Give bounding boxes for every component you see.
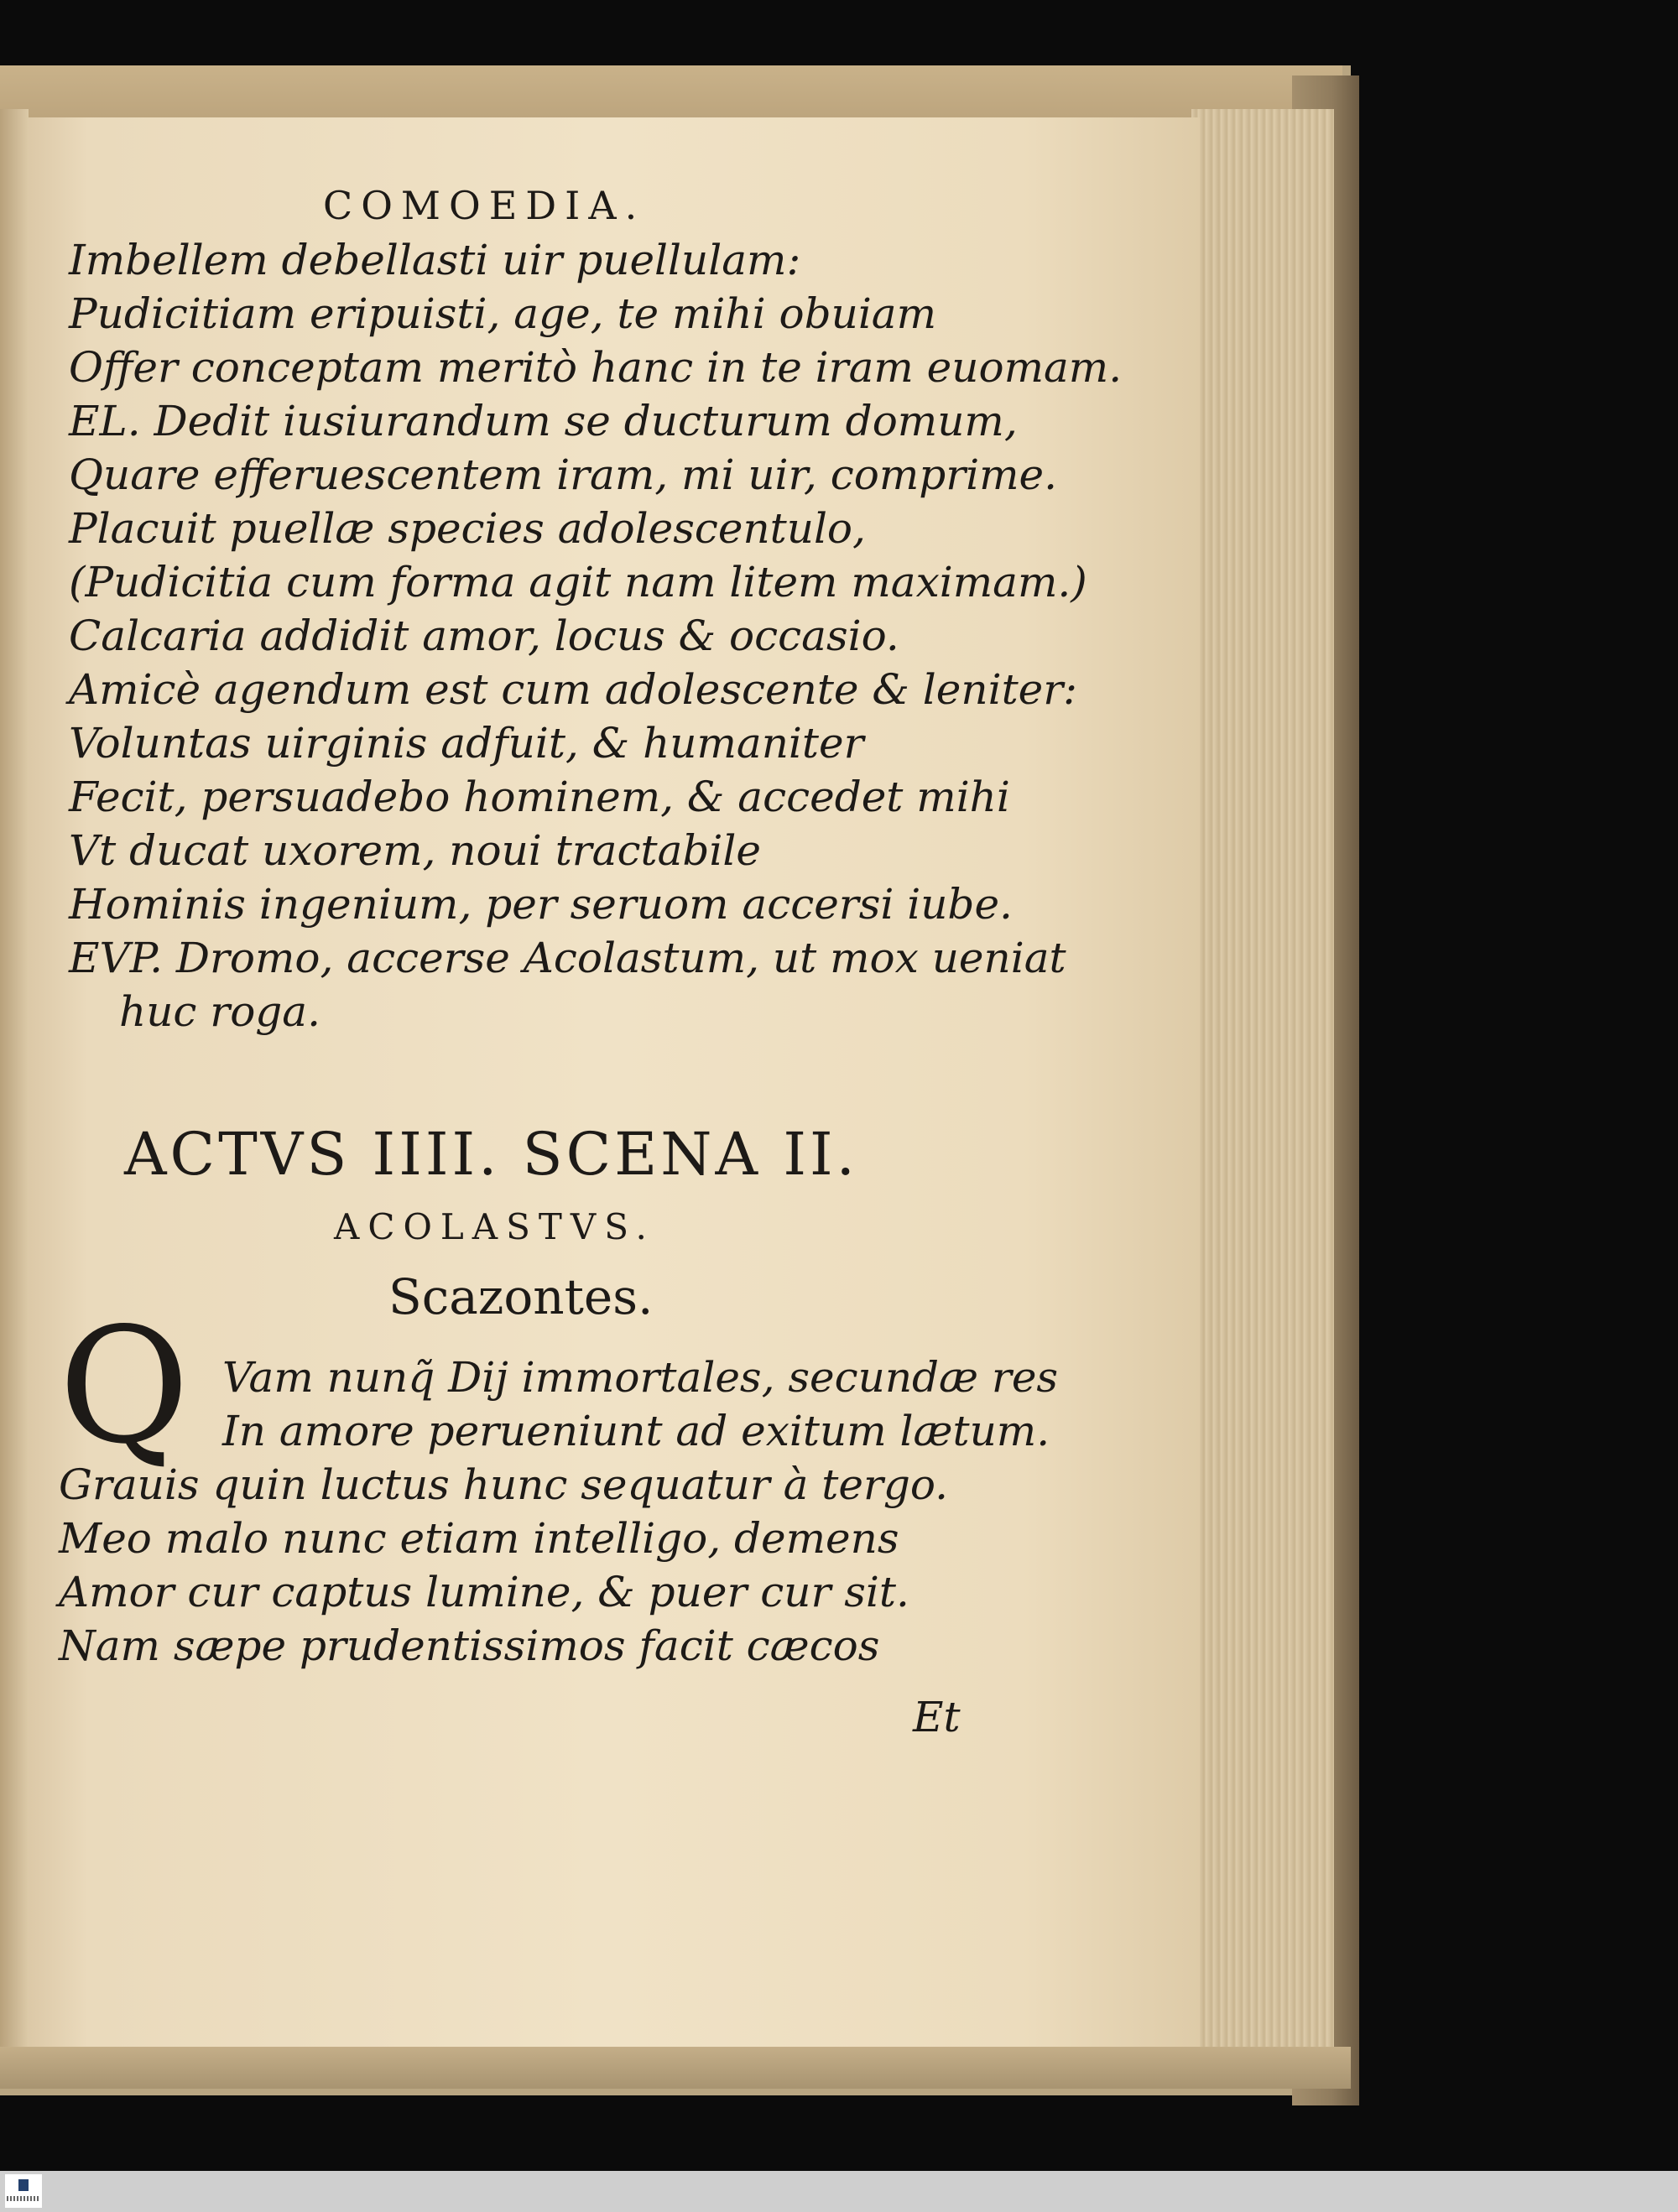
verse-line: (Pudicitia cum forma agit nam litem maximam.) [69,558,1087,606]
library-logo-icon [5,2174,42,2208]
drop-cap: Q [59,1293,190,1479]
speaker-name: ACOLASTVS. [334,1206,655,1247]
verse-line: Amor cur captus lumine, & puer cur sit. [59,1568,909,1616]
verse-block-continued [59,1458,948,1673]
verse-line: Grauis quin luctus hunc sequatur à tergo. [59,1460,949,1509]
verse-line: Vt ducat uxorem, noui tractabile [69,826,761,875]
verse-line: EVP. Dromo, accerse Acolastum, ut mox ueniat [69,934,1066,982]
verse-block-dropcap [222,1351,1058,1458]
page-top-edge [0,65,1342,124]
page-gutter [0,109,29,2055]
verse-line: Pudicitiam eripuisti, age, te mihi obuiam [69,289,937,338]
verse-block [69,233,1122,1038]
verse-line: Calcaria addidit amor, locus & occasio. [69,612,899,660]
verse-line: Amicè agendum est cum adolescente & leniter: [69,665,1078,714]
page-stack-edge [1191,109,1334,2064]
verse-line: Vam nunq̃ Dij immortales, secundæ res [222,1353,1059,1402]
verse-line: Hominis ingenium, per seruom accersi iube. [69,880,1013,929]
catchword: Et [913,1693,961,1741]
verse-line: huc roga. [119,987,321,1036]
verse-line: Quare efferuescentem iram, mi uir, comprime. [69,450,1058,499]
act-scene-heading: ACTVS IIII. SCENA II. [124,1120,858,1189]
verse-line: Offer conceptam meritò hanc in te iram euomam. [69,343,1123,392]
verse-line: EL. Dedit iusiurandum se ducturum domum, [69,397,1018,445]
meter-heading: Scazontes. [388,1268,654,1325]
verse-line: Voluntas uirginis adfuit, & humaniter [69,719,864,768]
page-bottom-edge [0,2047,1351,2089]
verse-line: Placuit puellæ species adolescentulo, [69,504,866,553]
verse-line: In amore perueniunt ad exitum lætum. [222,1407,1050,1455]
running-head: COMOEDIA. [323,183,646,228]
verse-line: Nam sæpe prudentissimos facit cæcos [59,1621,880,1670]
verse-line: Meo malo nunc etiam intelligo, demens [59,1514,899,1563]
verse-line: Fecit, persuadebo hominem, & accedet mihi [69,773,1010,821]
viewer-bottom-bar [0,2171,1678,2212]
verse-line: Imbellem debellasti uir puellulam: [69,236,801,284]
